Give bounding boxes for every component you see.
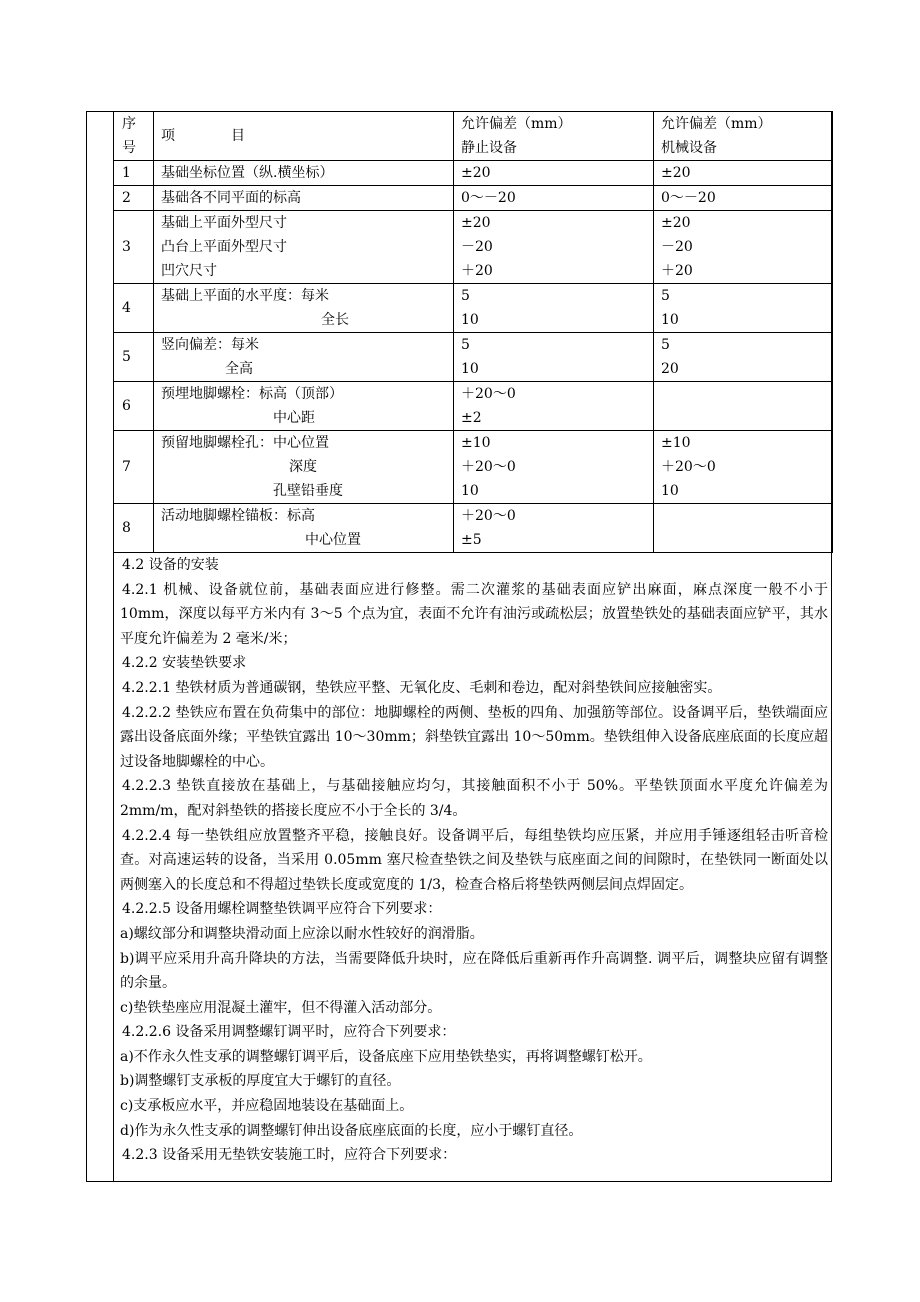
list-item: c)垫铁垫座应用混凝土灌牢，但不得灌入活动部分。 (120, 999, 442, 1016)
header-mech: 允许偏差（mm） 机械设备 (654, 112, 833, 161)
paragraph: 4.2.2.1 垫铁材质为普通碳钢，垫铁应平整、无氧化皮、毛刺和卷边，配对斜垫铁间应接触密实。 (122, 679, 722, 696)
header-item: 项 目 (154, 112, 454, 161)
paragraph: 4.2.2.6 设备采用调整螺钉调平时，应符合下列要求： (122, 1024, 456, 1041)
list-item: d)作为永久性支承的调整螺钉伸出设备底座底面的长度，应小于螺钉直径。 (120, 1122, 583, 1139)
paragraph: 4.2.1 机械、设备就位前，基础表面应进行修整。需二次灌浆的基础表面应铲出麻面，麻点深度一般不小于 10mm，深度以每平方米内有 3～5 个点为宜，表面不允许有油污或疏松层；放置垫铁处的基础表面应铲平，其水平度允许偏差为 2 毫米/米； (120, 581, 828, 647)
paragraph: 4.2.2.2 垫铁应布置在负荷集中的部位：地脚螺栓的两侧、垫板的四角、加强筋等部位。设备调平后，垫铁端面应露出设备底面外缘；平垫铁宜露出 10～30mm；斜垫铁宜露出 10～50mm。垫铁组伸入设备底座底面的长度应超过设备地脚螺栓的中心。 (120, 704, 828, 770)
table-row: 6 预埋地脚螺栓：标高（顶部） 中心距 ＋20～0 ±2 (114, 382, 833, 431)
paragraph: 4.2.2.5 设备用螺栓调整垫铁调平应符合下列要求： (122, 901, 442, 918)
paragraph: 4.2.2.3 垫铁直接放在基础上，与基础接触应均匀，其接触面积不小于 50%。平垫铁顶面水平度允许偏差为 2mm/m，配对斜垫铁的搭接长度应不小于全长的 3/4。 (120, 778, 828, 819)
paragraph: 4.2.2.4 每一垫铁组应放置整齐平稳，接触良好。设备调平后，每组垫铁均应压紧，并应用手锤逐组轻击听音检查。对高速运转的设备，当采用 0.05mm 塞尺检查垫铁之间及垫铁与底座面之间的间隙时，在垫铁同一断面处以两侧塞入的长度总和不得超过垫铁长度或宽度的 1/3，检查合格后将垫铁两侧层间点焊固定。 (120, 827, 828, 893)
list-item: c)支承板应水平，并应稳固地装设在基础面上。 (120, 1098, 414, 1115)
list-item: b)调平应采用升高升降块的方法，当需要降低升块时，应在降低后重新再作升高调整. 调平后，调整块应留有调整的余量。 (120, 950, 828, 992)
table-row: 4 基础上平面的水平度：每米 全长 5 10 5 10 (114, 284, 833, 333)
table-row: 8 活动地脚螺栓锚板：标高 中心位置 ＋20～0 ±5 (114, 504, 833, 553)
table-header-row (114, 112, 833, 161)
tolerance-table (113, 111, 833, 553)
header-static: 允许偏差（mm） 静止设备 (454, 112, 654, 161)
list-item: a)螺纹部分和调整块滑动面上应涂以耐水性较好的润滑脂。 (120, 925, 484, 942)
subsection-heading: 4.2.2 安装垫铁要求 (122, 655, 247, 672)
paragraph: 4.2.3 设备采用无垫铁安装施工时，应符合下列要求： (122, 1147, 457, 1164)
list-item: b)调整螺钉支承板的厚度宜大于螺钉的直径。 (120, 1073, 401, 1090)
header-seq: 序 号 (114, 112, 154, 161)
table-row: 3 基础上平面外型尺寸 凸台上平面外型尺寸 凹穴尺寸 ±20 －20 ＋20 ±20 －20 ＋20 (114, 211, 833, 284)
table-row: 7 预留地脚螺栓孔：中心位置 深度 孔壁铅垂度 ±10 ＋20～0 10 ±10 ＋20～0 10 (114, 431, 833, 504)
body-text (120, 553, 828, 1168)
list-item: a)不作永久性支承的调整螺钉调平后，设备底座下应用垫铁垫实，再将调整螺钉松开。 (120, 1048, 652, 1065)
table-row: 5 竖向偏差：每米 全高 5 10 5 20 (114, 333, 833, 382)
table-row: 1 基础坐标位置（纵.横坐标） ±20 ±20 (114, 161, 833, 186)
table-row: 2 基础各不同平面的标高 0～－20 0～－20 (114, 186, 833, 211)
section-heading: 4.2 设备的安装 (122, 557, 219, 573)
